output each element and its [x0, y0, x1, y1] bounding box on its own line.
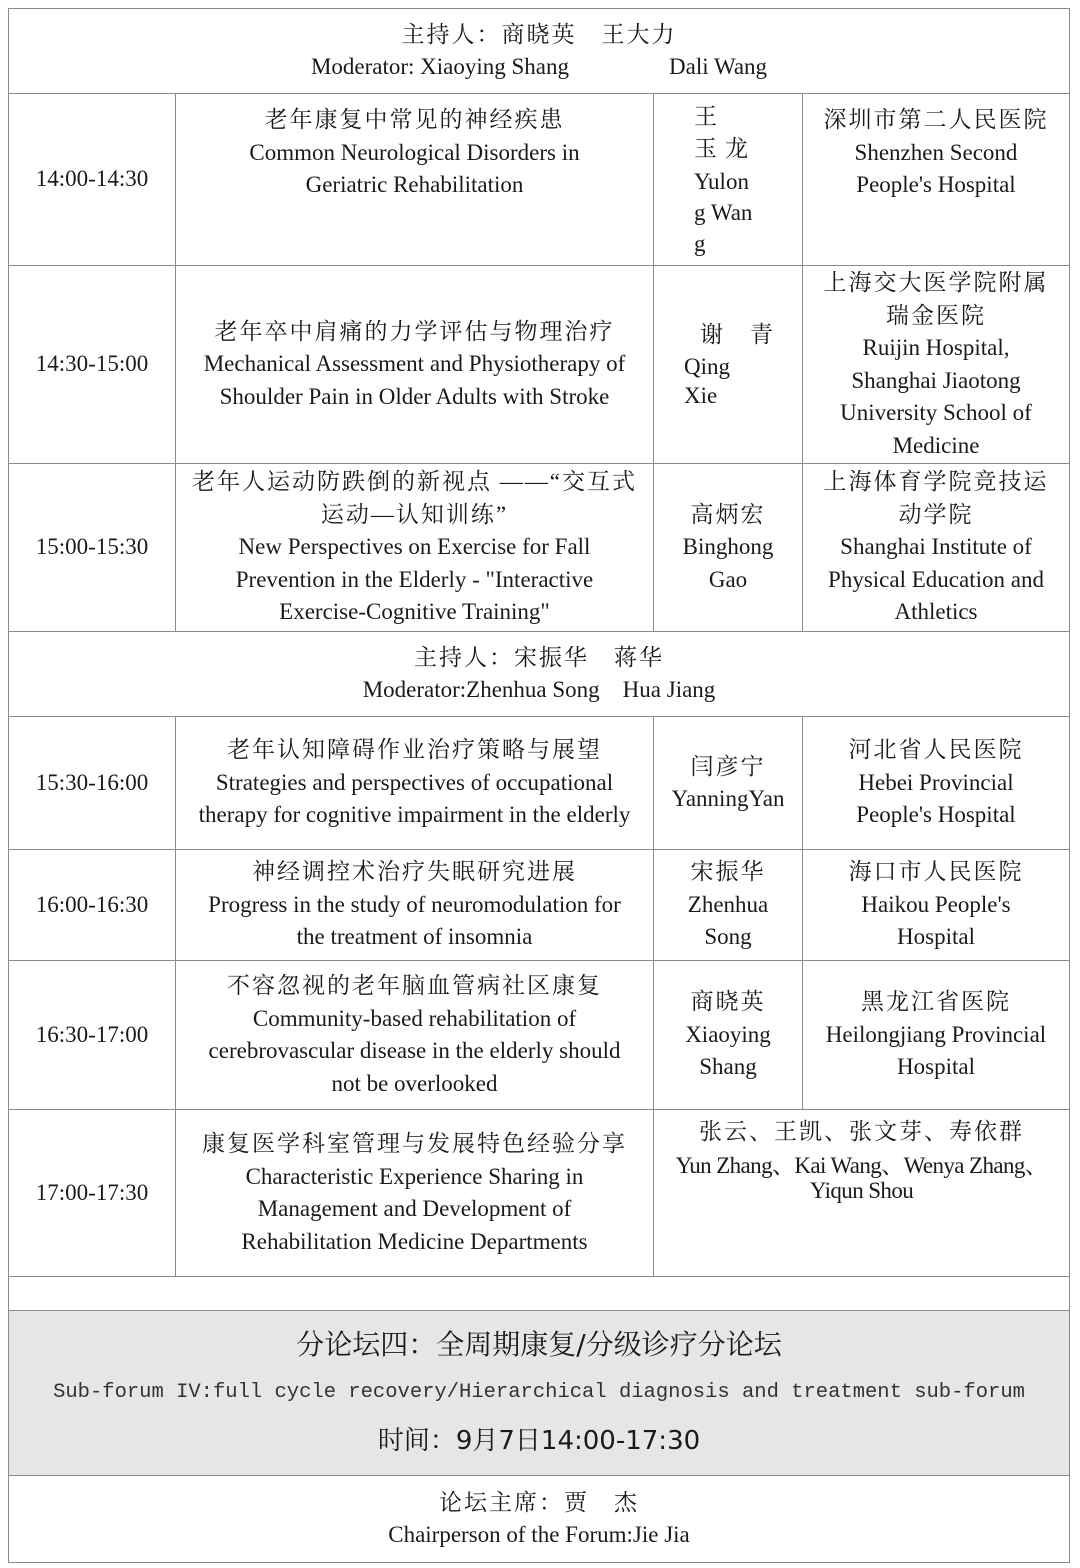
subforum-header — [8, 1310, 1070, 1476]
speaker-en: Qing Xie — [684, 353, 730, 408]
speaker-en: Zhenhua Song — [687, 891, 769, 950]
subforum-time: 时间：9月7日14:00-17:30 — [377, 1426, 701, 1456]
moderator-name-en-2: Dali Wang — [669, 54, 768, 79]
topic-zh: 老年卒中肩痛的力学评估与物理治疗 — [214, 318, 615, 344]
session-speakers-merged — [654, 1110, 1069, 1276]
speaker-en: YanningYan — [671, 786, 785, 811]
session-topic — [176, 94, 654, 265]
topic-en: Mechanical Assessment and Physiotherapy of Shoulder Pain in Older Adults with Stroke — [203, 351, 626, 409]
session-time: 16:30-17:00 — [9, 961, 176, 1109]
topic-en: Progress in the study of neuromodulation for the treatment of insomnia — [208, 891, 621, 950]
speaker-zh: 宋振华 — [690, 859, 766, 885]
session-institution — [803, 266, 1069, 463]
session-time: 15:00-15:30 — [9, 464, 176, 631]
moderator-row-2 — [8, 631, 1070, 717]
subforum-title-zh: 分论坛四：全周期康复/分级诊疗分论坛 — [296, 1328, 782, 1361]
session-row — [8, 463, 1070, 632]
session-time: 16:00-16:30 — [9, 850, 176, 960]
institution-en: Haikou People's Hospital — [861, 891, 1011, 950]
speaker-zh: 高炳宏 — [690, 501, 766, 527]
session-speaker — [654, 266, 803, 463]
moderator-row-1 — [8, 8, 1070, 94]
session-time: 15:30-16:00 — [9, 717, 176, 849]
session-speaker — [654, 94, 803, 265]
institution-zh: 河北省人民医院 — [848, 737, 1024, 763]
session-topic — [176, 266, 654, 463]
topic-en: Characteristic Experience Sharing in Management and Development of Rehabilitation Medicine Departments — [241, 1163, 588, 1254]
session-topic — [176, 464, 654, 631]
institution-zh: 深圳市第二人民医院 — [823, 107, 1049, 132]
institution-zh: 上海体育学院竞技运动学院 — [823, 469, 1049, 527]
moderator-label-zh: 主持人：商晓英 王大力 — [401, 22, 677, 47]
session-speaker — [654, 464, 803, 631]
institution-en: Hebei Provincial People's Hospital — [856, 769, 1016, 828]
topic-en: Common Neurological Disorders in Geriatric Rehabilitation — [249, 139, 580, 197]
session-topic — [176, 961, 654, 1109]
session-row — [8, 1109, 1070, 1277]
session-row — [8, 960, 1070, 1110]
session-row — [8, 849, 1070, 961]
session-time: 14:30-15:00 — [9, 266, 176, 463]
session-topic — [176, 850, 654, 960]
moderator-label-zh: 主持人：宋振华 蒋华 — [414, 645, 664, 670]
topic-en: Strategies and perspectives of occupational therapy for cognitive impairment in the elderly — [198, 769, 631, 828]
institution-zh: 海口市人民医院 — [848, 859, 1024, 885]
session-institution — [803, 94, 1069, 265]
session-row — [8, 716, 1070, 850]
institution-en: Ruijin Hospital, Shanghai Jiaotong University School of Medicine — [840, 335, 1032, 458]
institution-en: Shanghai Institute of Physical Education and Athletics — [828, 534, 1044, 625]
session-speaker — [654, 850, 803, 960]
session-time: 17:00-17:30 — [9, 1110, 176, 1276]
spacer-row — [8, 1276, 1070, 1311]
institution-en: Heilongjiang Provincial Hospital — [825, 1021, 1047, 1080]
speaker-zh: 王 玉龙 — [694, 103, 756, 161]
session-row — [8, 265, 1070, 464]
session-topic — [176, 1110, 654, 1276]
speaker-zh: 闫彦宁 — [690, 753, 766, 779]
topic-en: Community-based rehabilitation of cerebrovascular disease in the elderly should not be overlooked — [208, 1005, 621, 1096]
session-institution — [803, 850, 1069, 960]
speakers-zh: 张云、王凯、张文芽、寿依群 — [699, 1119, 1024, 1144]
topic-zh: 不容忽视的老年脑血管病社区康复 — [227, 973, 602, 998]
speakers-en: Yun Zhang、Kai Wang、Wenya Zhang、Yiqun Shou — [675, 1152, 1048, 1203]
institution-en: Shenzhen Second People's Hospital — [854, 139, 1018, 197]
moderator-label-en: Moderator:Zhenhua Song Hua Jiang — [362, 677, 716, 702]
chair-zh: 论坛主席：贾 杰 — [439, 1490, 639, 1515]
session-institution — [803, 717, 1069, 849]
institution-zh: 上海交大医学院附属瑞金医院 — [823, 270, 1049, 328]
chair-row — [8, 1475, 1070, 1563]
topic-en: New Perspectives on Exercise for Fall Prevention in the Elderly - "Interactive Exercise-Cognitive Training" — [235, 534, 594, 625]
session-institution — [803, 464, 1069, 631]
speaker-en: Yulong Wang — [694, 168, 753, 256]
moderator-name-en-1: Moderator: Xiaoying Shang — [310, 54, 570, 79]
session-row — [8, 93, 1070, 266]
session-institution — [803, 961, 1069, 1109]
chair-en: Chairperson of the Forum:Jie Jia — [388, 1522, 690, 1547]
speaker-zh: 谢 青 — [700, 322, 775, 348]
speaker-en: Xiaoying Shang — [685, 1021, 771, 1080]
speaker-zh: 商晓英 — [690, 989, 766, 1015]
topic-zh: 康复医学科室管理与发展特色经验分享 — [202, 1131, 627, 1156]
topic-zh: 老年认知障碍作业治疗策略与展望 — [227, 737, 602, 763]
session-time: 14:00-14:30 — [9, 94, 176, 265]
topic-zh: 老年人运动防跌倒的新视点 ——“交互式运动—认知训练” — [192, 469, 637, 527]
session-topic — [176, 717, 654, 849]
moderator-label-en — [311, 51, 767, 83]
topic-zh: 老年康复中常见的神经疾患 — [264, 107, 565, 132]
topic-zh: 神经调控术治疗失眠研究进展 — [252, 859, 577, 885]
subforum-title-en: Sub-forum IV:full cycle recovery/Hierarchical diagnosis and treatment sub-forum — [53, 1381, 1025, 1404]
speaker-en: Binghong Gao — [682, 534, 774, 592]
session-speaker — [654, 961, 803, 1109]
session-speaker — [654, 717, 803, 849]
institution-zh: 黑龙江省医院 — [861, 989, 1011, 1015]
